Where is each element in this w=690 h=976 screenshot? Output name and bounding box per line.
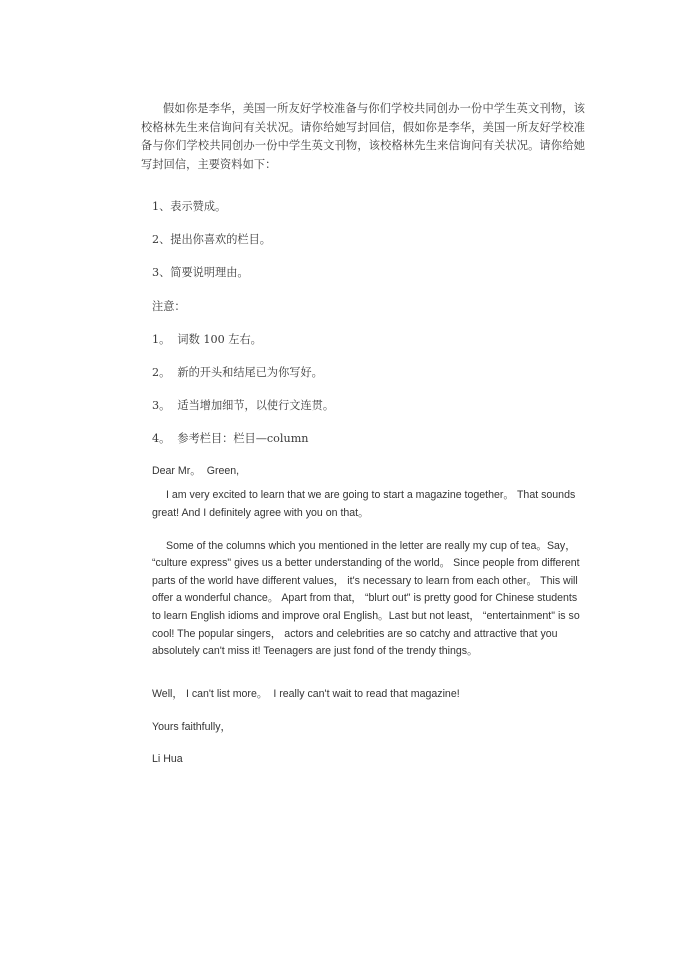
notes-heading: 注意： (152, 299, 186, 313)
letter-salutation: Dear Mr。 Green, (152, 465, 240, 478)
letter-paragraph-3: Well， I can't list more。 I really can't wait to read that magazine! (152, 687, 460, 700)
requirement-item-3: 3、简要说明理由。 (152, 265, 249, 279)
letter-closing: Yours faithfully， (152, 720, 232, 733)
note-item-1: 1。 词数 100 左右。 (152, 332, 262, 346)
note-item-2: 2。 新的开头和结尾已为你写好。 (152, 365, 323, 379)
document-content (141, 100, 585, 776)
spacer (141, 661, 585, 677)
letter-signature: Li Hua (152, 753, 183, 766)
prompt-paragraph: 假如你是李华，美国一所友好学校准备与你们学校共同创办一份中学生英文刊物，该校格林先生来信询问有关状况。请你给她写封回信，假如你是李华，美国一所友好学校准备与你们学校共同创办一份中学生英文刊物，该校格林先生来信询问有关状况。请你给她写封回信，主要资料如下： (141, 102, 585, 171)
letter-paragraph-2: Some of the columns which you mentioned in the letter are really my cup of tea。Say， “culture express" gives us a better understanding of the world。 Since people from different parts of the world have different values， it's necessary to learn from each other。 This will offer a wonderful chance。 Apart from that， “blurt out" is pretty good for Chinese students to learn English idioms and improve oral English。Last but not least， “entertainment" is so cool! The popular singers， actors and celebrities are so catchy and attractive that you absolutely can't miss it! Teenagers are just fond of the trendy things。 (152, 539, 580, 658)
note-item-3: 3。 适当增加细节，以使行文连贯。 (152, 398, 335, 412)
requirement-item-1: 1、表示赞成。 (152, 199, 227, 213)
letter-paragraph-1: I am very excited to learn that we are going to start a magazine together。 That sounds great! And I definitely agree with you on that。 (152, 489, 576, 519)
requirement-item-2: 2、提出你喜欢的栏目。 (152, 232, 271, 246)
note-item-4: 4。 参考栏目：栏目—column (152, 431, 309, 445)
spacer (141, 181, 585, 190)
